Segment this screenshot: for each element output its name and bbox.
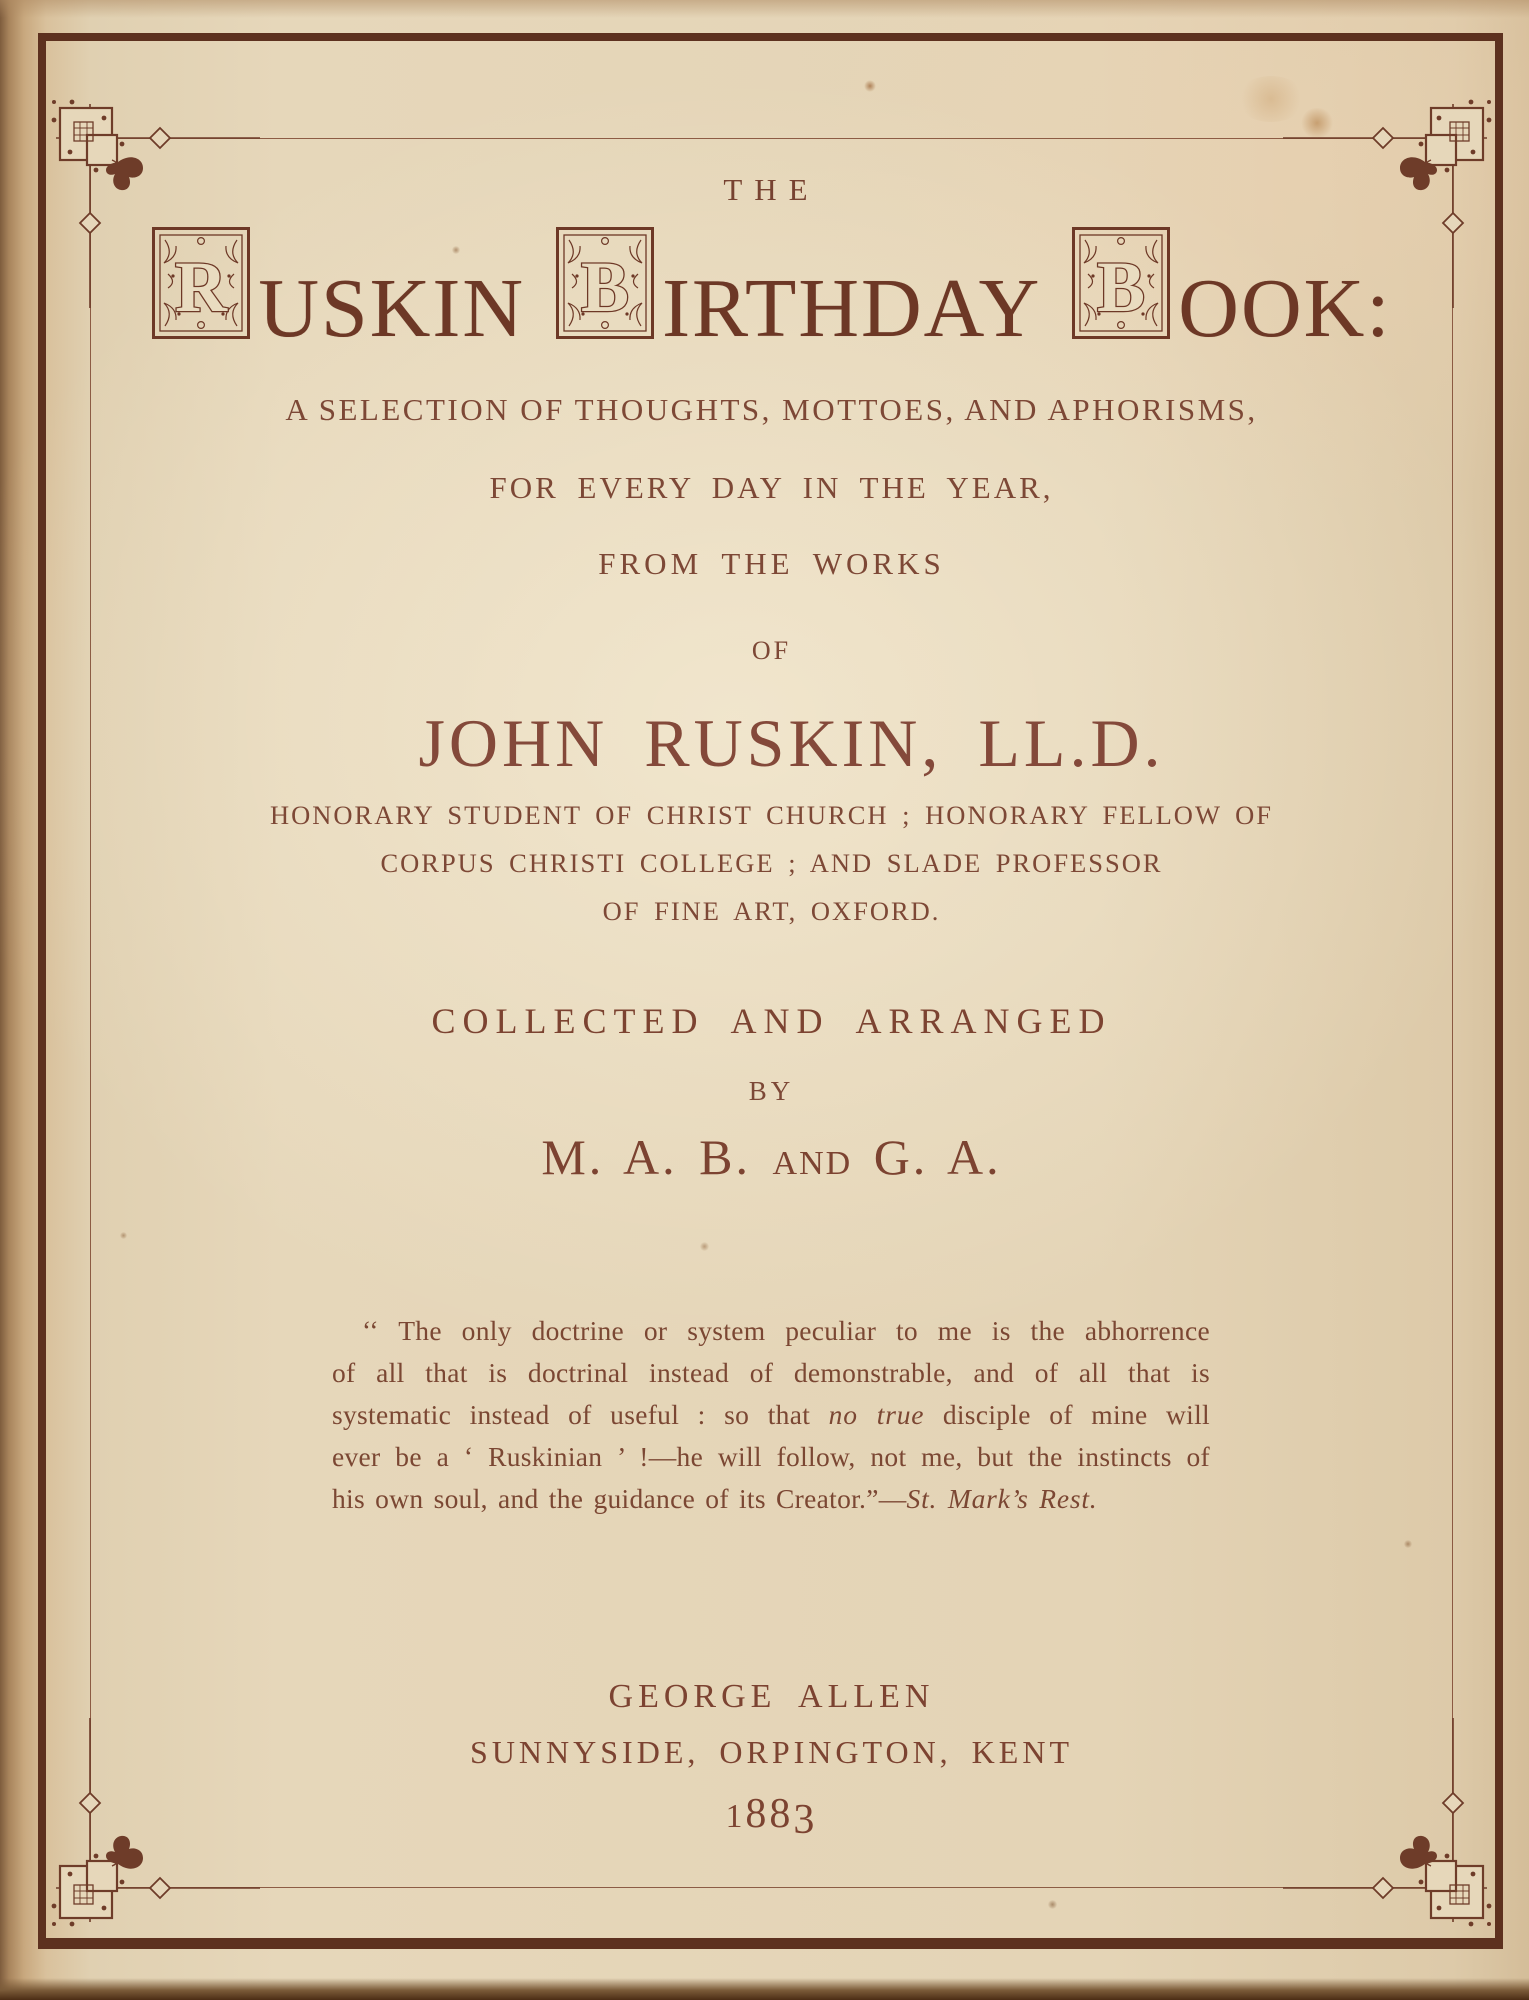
author-titles-line-3: OF FINE ART, OXFORD. bbox=[602, 896, 941, 926]
quote-segment: of all that is doctrinal instead of demonstrable, and of all that is bbox=[332, 1357, 1210, 1388]
series-word-the: THE bbox=[723, 172, 820, 207]
publication-year bbox=[90, 1790, 1453, 1843]
photo-top-edge bbox=[0, 0, 1529, 18]
quote-line bbox=[332, 1310, 1210, 1352]
quote-segment: ‘‘ The only doctrine or system peculiar to me is the abhorrence bbox=[362, 1315, 1210, 1346]
illuminated-initial-B2 bbox=[1071, 226, 1171, 340]
title-page-content bbox=[90, 0, 1453, 2000]
editors-and-word: AND bbox=[772, 1145, 853, 1182]
title-word-ruskin bbox=[151, 226, 526, 355]
quote-segment: disciple of mine will bbox=[924, 1399, 1210, 1430]
year-digit: 1 bbox=[725, 1798, 746, 1835]
author-titles-line-1: HONORARY STUDENT OF CHRIST CHURCH ; HONORARY FELLOW OF bbox=[270, 800, 1273, 830]
author-name: JOHN RUSKIN, LL.D. bbox=[418, 705, 1165, 781]
collected-line: COLLECTED AND ARRANGED bbox=[431, 1001, 1112, 1041]
quote-italic-segment: St. Mark’s Rest. bbox=[906, 1483, 1098, 1514]
quote-segment: ever be a ‘ Ruskinian ’ !—he will follow, not me, but the instincts of bbox=[332, 1441, 1210, 1472]
book-title bbox=[90, 222, 1453, 355]
quote-segment: systematic instead of useful : so that bbox=[332, 1399, 829, 1430]
publisher-address: SUNNYSIDE, ORPINGTON, KENT bbox=[470, 1734, 1073, 1770]
title-word-book bbox=[1071, 226, 1392, 355]
quote-segment: his own soul, and the guidance of its Creator.”— bbox=[332, 1483, 907, 1514]
svg-text:R: R bbox=[175, 247, 228, 327]
title-word-birthday bbox=[555, 226, 1042, 355]
editor-initials-mab: M. A. B. bbox=[541, 1129, 752, 1185]
subtitle-line-1: A SELECTION OF THOUGHTS, MOTTOES, AND APHORISMS, bbox=[285, 392, 1258, 427]
quote-line bbox=[332, 1478, 1210, 1520]
quote-line bbox=[332, 1436, 1210, 1478]
quote-line bbox=[332, 1394, 1210, 1436]
year-digit: 8 bbox=[745, 1791, 770, 1837]
epigraph-quote bbox=[332, 1310, 1210, 1520]
by-word: BY bbox=[748, 1076, 795, 1106]
title-text-uskin: USKIN bbox=[258, 262, 526, 355]
title-text-irthday: IRTHDAY bbox=[662, 262, 1042, 355]
publisher-name: GEORGE ALLEN bbox=[608, 1678, 935, 1715]
subtitle-line-2: FOR EVERY DAY IN THE YEAR, bbox=[489, 470, 1054, 505]
svg-text:B: B bbox=[581, 247, 630, 327]
subtitle-line-3: FROM THE WORKS bbox=[598, 546, 945, 581]
editor-initials-ga: G. A. bbox=[873, 1129, 1002, 1185]
photo-bottom-edge bbox=[0, 1978, 1529, 2000]
svg-text:B: B bbox=[1097, 247, 1146, 327]
quote-italic-segment: no true bbox=[828, 1399, 925, 1430]
illuminated-initial-B bbox=[555, 226, 655, 340]
illuminated-initial-R bbox=[151, 226, 251, 340]
year-digit: 3 bbox=[793, 1796, 818, 1843]
year-digit: 8 bbox=[769, 1791, 794, 1837]
editors-line bbox=[90, 1128, 1453, 1186]
of-word: OF bbox=[751, 636, 792, 665]
title-text-ook: OOK: bbox=[1178, 262, 1392, 355]
author-titles-line-2: CORPUS CHRISTI COLLEGE ; AND SLADE PROFESSOR bbox=[380, 848, 1163, 878]
quote-line bbox=[332, 1352, 1210, 1394]
